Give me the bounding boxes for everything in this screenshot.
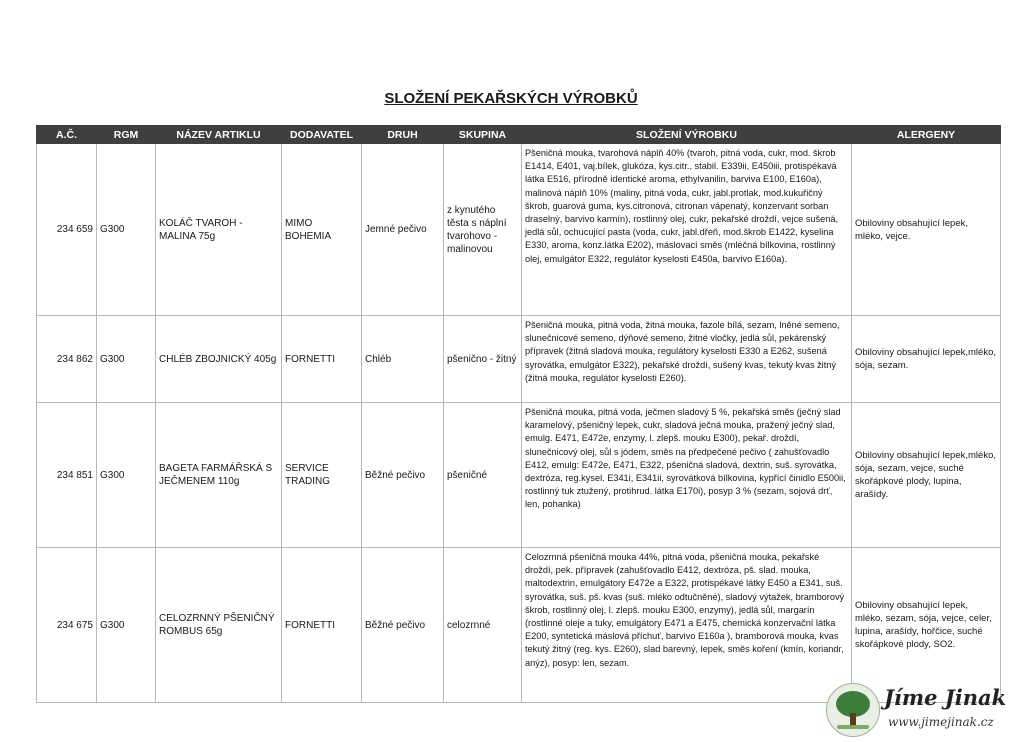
cell-composition: Pšeničná mouka, pitná voda, žitná mouka, fazole bílá, sezam, lněné semeno, slunečnicové semeno, dýňové semeno, žitné vločky, jedlá sůl, pekárenský přípravek (žitná sladová mouka, regulátory kyselosti E330 a E262, sušená syrovátka, emulgátor E322), pekařské droždí, sušený kvas, tekutý kvas žitný (žitná mouka, regulátor kyselosti E260).	[522, 316, 852, 403]
cell-name: CELOZRNNÝ PŠENIČNÝ ROMBUS 65g	[156, 548, 282, 703]
column-header-rgm: RGM	[97, 126, 156, 144]
cell-rgm: G300	[97, 403, 156, 548]
cell-type: Chléb	[362, 316, 444, 403]
cell-ac: 234 862	[37, 316, 97, 403]
cell-supplier: SERVICE TRADING	[282, 403, 362, 548]
cell-ac: 234 851	[37, 403, 97, 548]
logo-url: www.jimejinak.cz	[888, 715, 994, 729]
cell-allergens: Obiloviny obsahující lepek, mléko, sezam, sója, vejce, celer, lupina, arašídy, hořčice, suché skořápkové plody, SO2.	[852, 548, 1001, 703]
cell-type: Jemné pečivo	[362, 144, 444, 316]
cell-composition: Pšeničná mouka, tvarohová náplň 40% (tvaroh, pitná voda, cukr, mod. škrob E1414, E401, vaj.bílek, glukóza, kys.citr., stabil. E339ii, E450iii, protispékavá látka E516, přírodně identické aroma, ethylvanilin, barviva E100, E160a), malinová náplň 10% (maliny, pitná voda, cukr, jabl.protlak, mod.kukuřičný škrob, guarová guma, kys.citronová, citronan vápenatý, konzervant sorban draselný, barvivo karmín), rostlinný olej, cukr, pekařské droždí, vejce sušená, jedlá sůl, ochucující pasta (voda, cukr, jabl.dřeň, mod.škrob E1422, kyselina E330, aroma, konz.látka E202), máslovací směs (mléčná bílkovina, rostlinný olej, emulgátor E322, regulátor kyselosti E450a, barvivo E160a).	[522, 144, 852, 316]
cell-type: Běžné pečivo	[362, 403, 444, 548]
cell-supplier: FORNETTI	[282, 548, 362, 703]
cell-group: z kynutého těsta s náplní tvarohovo - malinovou	[444, 144, 522, 316]
cell-rgm: G300	[97, 316, 156, 403]
column-header-name: NÁZEV ARTIKLU	[156, 126, 282, 144]
cell-allergens: Obiloviny obsahující lepek,mléko, sója, sezam, vejce, suché skořápkové plody, lupina, arašídy.	[852, 403, 1001, 548]
column-header-type: DRUH	[362, 126, 444, 144]
cell-allergens: Obiloviny obsahující lepek,mléko, sója, sezam.	[852, 316, 1001, 403]
table-row	[37, 548, 1001, 703]
table-row	[37, 144, 1001, 316]
products-table	[36, 125, 1001, 703]
cell-type: Běžné pečivo	[362, 548, 444, 703]
cell-supplier: MIMO BOHEMIA	[282, 144, 362, 316]
column-header-supplier: DODAVATEL	[282, 126, 362, 144]
tree-icon	[826, 683, 880, 737]
logo-name: Jíme Jinak	[884, 685, 1007, 710]
cell-allergens: Obiloviny obsahující lepek, mléko, vejce.	[852, 144, 1001, 316]
cell-rgm: G300	[97, 548, 156, 703]
jime-jinak-logo	[826, 683, 1016, 735]
cell-name: KOLÁČ TVAROH - MALINA 75g	[156, 144, 282, 316]
column-header-group: SKUPINA	[444, 126, 522, 144]
cell-composition: Celozrnná pšeničná mouka 44%, pitná voda, pšeničná mouka, pekařské droždí, pek. přípravek (zahušťovadlo E412, dextróza, pš. slad. mouka, maltodextrin, emulgátory E472e a E322, protispékavé látky E450 a E341, suš. syrovátka, suš. pš. kvas (suš. mléko odtučněné), sladový výtažek, bramborový škrob, rostlinný olej, l. zlepš. mouku E300, enzymy), jedlá sůl, margarín (rostlinné oleje a tuky, emulgátory E471 a E475, chemická konzervační látka E200, syntetická máslová příchuť, barvivo E160a ), bramborová mouka, kvas tekutý žitný (reg. kys. E260), slad barevný, lepek, směs koření (kmín, koriandr, anýz), posyp: len, sezam.	[522, 548, 852, 703]
column-header-ac: A.Č.	[37, 126, 97, 144]
column-header-allergens: ALERGENY	[852, 126, 1001, 144]
cell-ac: 234 659	[37, 144, 97, 316]
cell-name: CHLÉB ZBOJNICKÝ 405g	[156, 316, 282, 403]
cell-group: pšeničné	[444, 403, 522, 548]
column-header-composition: SLOŽENÍ VÝROBKU	[522, 126, 852, 144]
cell-rgm: G300	[97, 144, 156, 316]
cell-name: BAGETA FARMÁŘSKÁ S JEČMENEM 110g	[156, 403, 282, 548]
page-title: SLOŽENÍ PEKAŘSKÝCH VÝROBKŮ	[384, 90, 638, 107]
table-row	[37, 316, 1001, 403]
table-row	[37, 403, 1001, 548]
table-header-row	[37, 126, 1001, 144]
cell-ac: 234 675	[37, 548, 97, 703]
cell-supplier: FORNETTI	[282, 316, 362, 403]
cell-group: celozrnné	[444, 548, 522, 703]
cell-composition: Pšeničná mouka, pitná voda, ječmen sladový 5 %, pekařská směs (ječný slad karamelový, pšeničný lepek, cukr, sladová ječná mouka, pražený ječný slad, emulg. E471, E472e, enzymy, l. zlepš. mouku E300), pekař. droždí, slunečnicový olej, sůl s jódem, směs na předpečené pečivo ( zahušťovadlo E412, emulg: E472e, E471, E322, pšeničná sladová, dextrin, suš. syrovátka, dextróza, reg.kysel. E341i, E341ii, syrovátková bílkovina, kypřící činidlo E500ii, rostlinný tuk ztužený, protihrud. látka E170i), posyp 3 % (sezam, sojová drť, len, pohanka)	[522, 403, 852, 548]
cell-group: pšenično - žitný	[444, 316, 522, 403]
